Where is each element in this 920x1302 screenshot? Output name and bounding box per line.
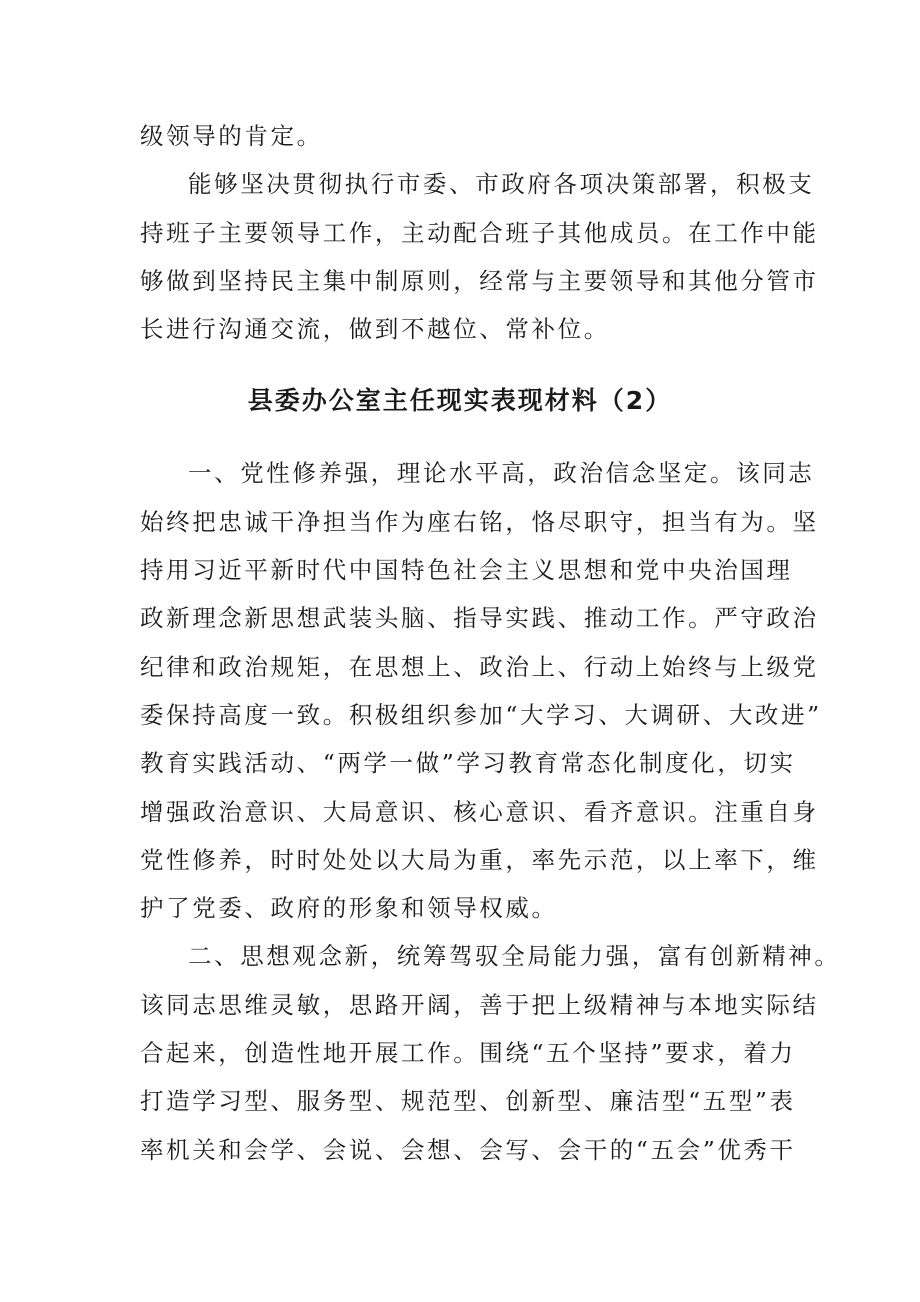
text-line: 护了党委、政府的形象和领导权威。 xyxy=(140,894,558,923)
text-line: 长进行沟通交流，做到不越位、常补位。 xyxy=(140,315,610,344)
text-line: 率机关和会学、会说、会想、会写、会干的“五会”优秀干 xyxy=(140,1135,796,1164)
text-line: 持用习近平新时代中国特色社会主义思想和党中央治国理 xyxy=(140,556,793,585)
text-line: 持班子主要领导工作，主动配合班子其他成员。在工作中能 xyxy=(140,218,819,247)
section-title: 县委办公室主任现实表现材料（2） xyxy=(247,386,673,416)
text-line: 能够坚决贯彻执行市委、市政府各项决策部署，积极支 xyxy=(188,170,815,199)
text-line: 一、党性修养强，理论水平高，政治信念坚定。该同志 xyxy=(188,459,815,488)
text-line: 始终把忠诚干净担当作为座右铭，恪尽职守，担当有为。坚 xyxy=(140,507,819,536)
text-line: 够做到坚持民主集中制原则，经常与主要领导和其他分管市 xyxy=(140,266,819,295)
text-line: 政新理念新思想武装头脑、指导实践、推动工作。严守政治 xyxy=(140,604,819,633)
text-line: 增强政治意识、大局意识、核心意识、看齐意识。注重自身 xyxy=(140,797,819,826)
text-line: 该同志思维灵敏，思路开阔，善于把上级精神与本地实际结 xyxy=(140,990,819,1019)
text-line: 教育实践活动、“两学一做”学习教育常态化制度化，切实 xyxy=(140,749,796,778)
text-line: 党性修养，时时处处以大局为重，率先示范，以上率下，维 xyxy=(140,845,819,874)
text-line: 合起来，创造性地开展工作。围绕“五个坚持”要求，着力 xyxy=(140,1039,796,1068)
paragraph-innovation xyxy=(140,932,841,1173)
text-line: 纪律和政治规矩，在思想上、政治上、行动上始终与上级党 xyxy=(140,652,819,681)
document-body xyxy=(140,112,841,1174)
text-line: 级领导的肯定。 xyxy=(140,122,323,150)
paragraph-party-spirit xyxy=(140,449,822,932)
text-line: 打造学习型、服务型、规范型、创新型、廉洁型“五型”表 xyxy=(140,1087,796,1116)
paragraph-continuation xyxy=(140,112,780,160)
text-line: 二、思想观念新，统筹驾驭全局能力强，富有创新精神。 xyxy=(188,942,841,971)
paragraph-cooperation xyxy=(140,160,819,353)
text-line: 委保持高度一致。积极组织参加“大学习、大调研、大改进” xyxy=(140,700,822,729)
